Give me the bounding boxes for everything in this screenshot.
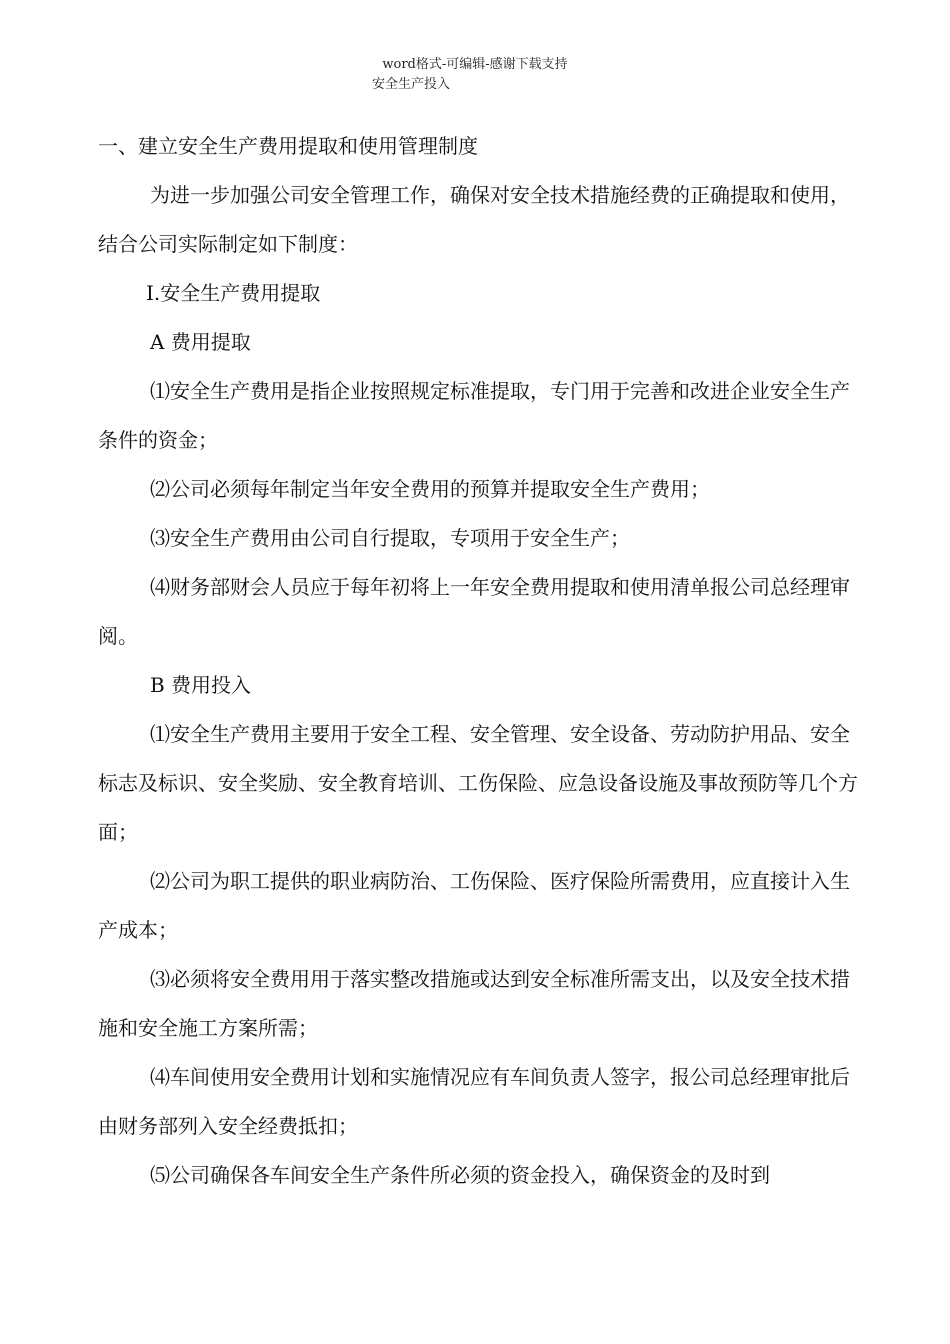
a-item-1: ⑴安全生产费用是指企业按照规定标准提取，专门用于完善和改进企业安全生产条件的资金； bbox=[98, 379, 850, 452]
b-item-4: ⑷车间使用安全费用计划和实施情况应有车间负责人签字，报公司总经理审批后由财务部列入安全经费抵扣； bbox=[98, 1065, 850, 1138]
intro-paragraph: 为进一步加强公司安全管理工作，确保对安全技术措施经费的正确提取和使用，结合公司实际制定如下制度： bbox=[98, 183, 850, 256]
b-item-1: ⑴安全生产费用主要用于安全工程、安全管理、安全设备、劳动防护用品、安全标志及标识、安全奖励、安全教育培训、工伤保险、应急设备设施及事故预防等几个方面； bbox=[98, 722, 858, 844]
a-item-4: ⑷财务部财会人员应于每年初将上一年安全费用提取和使用清单报公司总经理审阅。 bbox=[98, 575, 850, 648]
document-title: 安全生产投入 bbox=[372, 77, 451, 92]
document-body bbox=[98, 122, 860, 1200]
header-note: word格式-可编辑-感谢下载支持 bbox=[382, 57, 568, 72]
section-heading-i: Ⅰ.安全生产费用提取 bbox=[146, 281, 321, 305]
b-item-2: ⑵公司为职工提供的职业病防治、工伤保险、医疗保险所需费用，应直接计入生产成本； bbox=[98, 869, 850, 942]
b-item-5: ⑸公司确保各车间安全生产条件所必须的资金投入，确保资金的及时到 bbox=[150, 1163, 770, 1187]
a-item-3: ⑶安全生产费用由公司自行提取，专项用于安全生产； bbox=[150, 526, 630, 550]
heading-1: 一、建立安全生产费用提取和使用管理制度 bbox=[98, 134, 478, 158]
section-heading-a: A 费用提取 bbox=[150, 330, 251, 354]
a-item-2: ⑵公司必须每年制定当年安全费用的预算并提取安全生产费用； bbox=[150, 477, 710, 501]
b-item-3: ⑶必须将安全费用用于落实整改措施或达到安全标准所需支出，以及安全技术措施和安全施工方案所需； bbox=[98, 967, 850, 1040]
section-heading-b: B 费用投入 bbox=[150, 673, 252, 697]
